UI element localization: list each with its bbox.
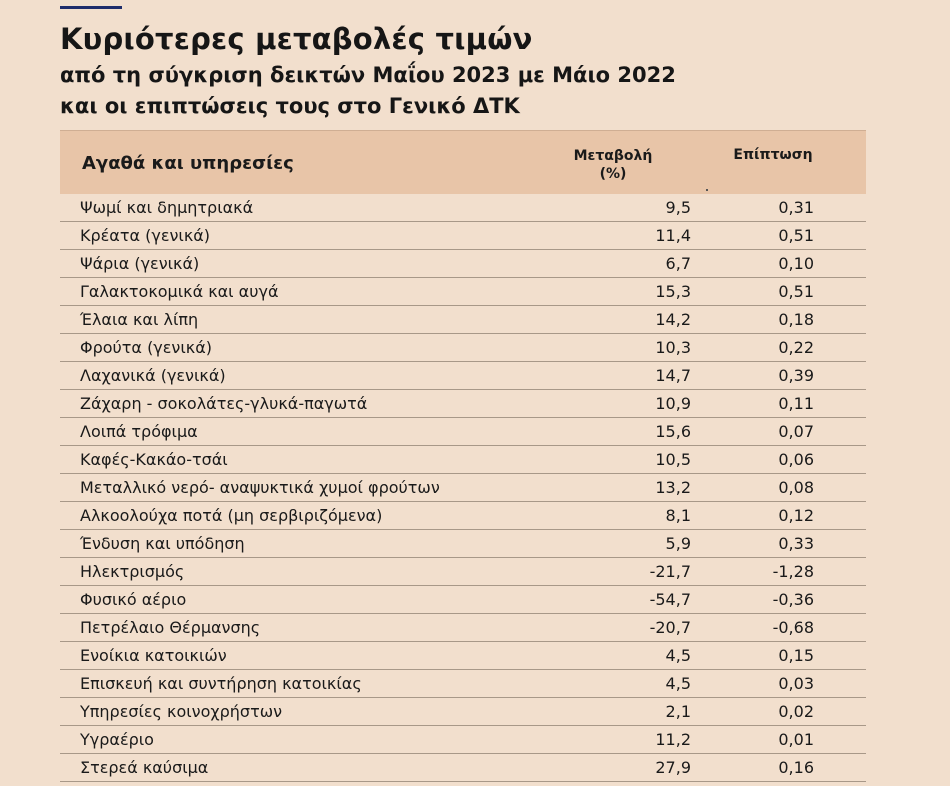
table-row: [60, 642, 866, 670]
cell-impact: 0,06: [778, 450, 814, 469]
table-row: [60, 222, 866, 250]
chart-subtitle-line-1: από τη σύγκριση δεικτών Μαΐου 2023 με Μάιο 2022: [60, 63, 676, 87]
table-row: [60, 586, 866, 614]
cell-item: Ένδυση και υπόδηση: [80, 534, 245, 553]
cell-item: Υγραέριο: [80, 730, 154, 749]
cell-change: 14,2: [655, 310, 691, 329]
table-row: [60, 726, 866, 754]
cell-impact: 0,01: [778, 730, 814, 749]
cell-impact: 0,15: [778, 646, 814, 665]
table-row: [60, 670, 866, 698]
cell-impact: -0,36: [772, 590, 814, 609]
table-row: [60, 698, 866, 726]
cell-change: 4,5: [665, 674, 691, 693]
cell-change: 13,2: [655, 478, 691, 497]
cell-impact: 0,07: [778, 422, 814, 441]
cell-item: Λαχανικά (γενικά): [80, 366, 226, 385]
price-change-table: [60, 130, 866, 782]
table-header: [60, 130, 866, 194]
column-header-goods: Αγαθά και υπηρεσίες: [82, 153, 294, 174]
table-row: [60, 390, 866, 418]
chart-title: Κυριότερες μεταβολές τιμών: [60, 22, 533, 56]
cell-item: Μεταλλικό νερό- αναψυκτικά χυμοί φρούτων: [80, 478, 440, 497]
cell-change: 11,4: [655, 226, 691, 245]
header-tick-mark: [706, 189, 708, 191]
table-row: [60, 502, 866, 530]
cell-change: 6,7: [665, 254, 691, 273]
table-row: [60, 558, 866, 586]
table-row: [60, 362, 866, 390]
table-row: [60, 530, 866, 558]
cell-item: Λοιπά τρόφιμα: [80, 422, 198, 441]
cell-impact: 0,51: [778, 226, 814, 245]
cell-change: 14,7: [655, 366, 691, 385]
cell-change: 5,9: [665, 534, 691, 553]
cell-item: Ψάρια (γενικά): [80, 254, 200, 273]
table-row: [60, 306, 866, 334]
table-row: [60, 446, 866, 474]
cell-change: 27,9: [655, 758, 691, 777]
cell-impact: 0,51: [778, 282, 814, 301]
cell-change: 9,5: [665, 198, 691, 217]
cell-item: Αλκοολούχα ποτά (μη σερβιριζόμενα): [80, 506, 383, 525]
cell-item: Κρέατα (γενικά): [80, 226, 211, 245]
cell-impact: 0,31: [778, 198, 814, 217]
cell-impact: 0,11: [778, 394, 814, 413]
cell-impact: 0,03: [778, 674, 814, 693]
cell-change: -21,7: [649, 562, 691, 581]
cell-change: -54,7: [649, 590, 691, 609]
cell-change: 11,2: [655, 730, 691, 749]
cell-impact: 0,16: [778, 758, 814, 777]
cell-change: 15,3: [655, 282, 691, 301]
cell-impact: -0,68: [772, 618, 814, 637]
cell-change: 15,6: [655, 422, 691, 441]
cell-item: Ηλεκτρισμός: [80, 562, 185, 581]
table-row: [60, 418, 866, 446]
cell-impact: -1,28: [772, 562, 814, 581]
table-row: [60, 250, 866, 278]
cell-change: 10,9: [655, 394, 691, 413]
table-row: [60, 334, 866, 362]
table-body: [60, 194, 866, 782]
cell-impact: 0,33: [778, 534, 814, 553]
cell-change: -20,7: [649, 618, 691, 637]
table-row: [60, 474, 866, 502]
cell-impact: 0,08: [778, 478, 814, 497]
cell-item: Έλαια και λίπη: [80, 310, 199, 329]
cell-impact: 0,18: [778, 310, 814, 329]
cell-impact: 0,02: [778, 702, 814, 721]
cell-change: 10,5: [655, 450, 691, 469]
table-row: [60, 754, 866, 782]
cell-item: Στερεά καύσιμα: [80, 758, 209, 777]
table-row: [60, 614, 866, 642]
cell-item: Γαλακτοκομικά και αυγά: [80, 282, 279, 301]
accent-rule: [60, 6, 122, 9]
cell-change: 4,5: [665, 646, 691, 665]
cell-item: Επισκευή και συντήρηση κατοικίας: [80, 674, 362, 693]
cell-item: Καφές-Κακάο-τσάι: [80, 450, 228, 469]
cell-item: Ψωμί και δημητριακά: [80, 198, 254, 217]
cell-change: 10,3: [655, 338, 691, 357]
cell-impact: 0,12: [778, 506, 814, 525]
cell-item: Ζάχαρη - σοκολάτες-γλυκά-παγωτά: [80, 394, 368, 413]
cell-item: Πετρέλαιο Θέρμανσης: [80, 618, 261, 637]
column-header-change-line-2: (%): [599, 166, 627, 182]
table-row: [60, 194, 866, 222]
cell-item: Φρούτα (γενικά): [80, 338, 212, 357]
column-header-change-line-1: Μεταβολή: [573, 148, 653, 164]
cell-impact: 0,39: [778, 366, 814, 385]
cell-item: Φυσικό αέριο: [80, 590, 187, 609]
cell-item: Ενοίκια κατοικιών: [80, 646, 227, 665]
cell-impact: 0,10: [778, 254, 814, 273]
cell-impact: 0,22: [778, 338, 814, 357]
column-header-impact: Επίπτωση: [733, 147, 813, 163]
chart-subtitle-line-2: και οι επιπτώσεις τους στο Γενικό ΔΤΚ: [60, 94, 520, 118]
cell-item: Υπηρεσίες κοινοχρήστων: [80, 702, 283, 721]
column-header-change: [538, 147, 688, 183]
cell-change: 2,1: [665, 702, 691, 721]
cell-change: 8,1: [665, 506, 691, 525]
table-row: [60, 278, 866, 306]
